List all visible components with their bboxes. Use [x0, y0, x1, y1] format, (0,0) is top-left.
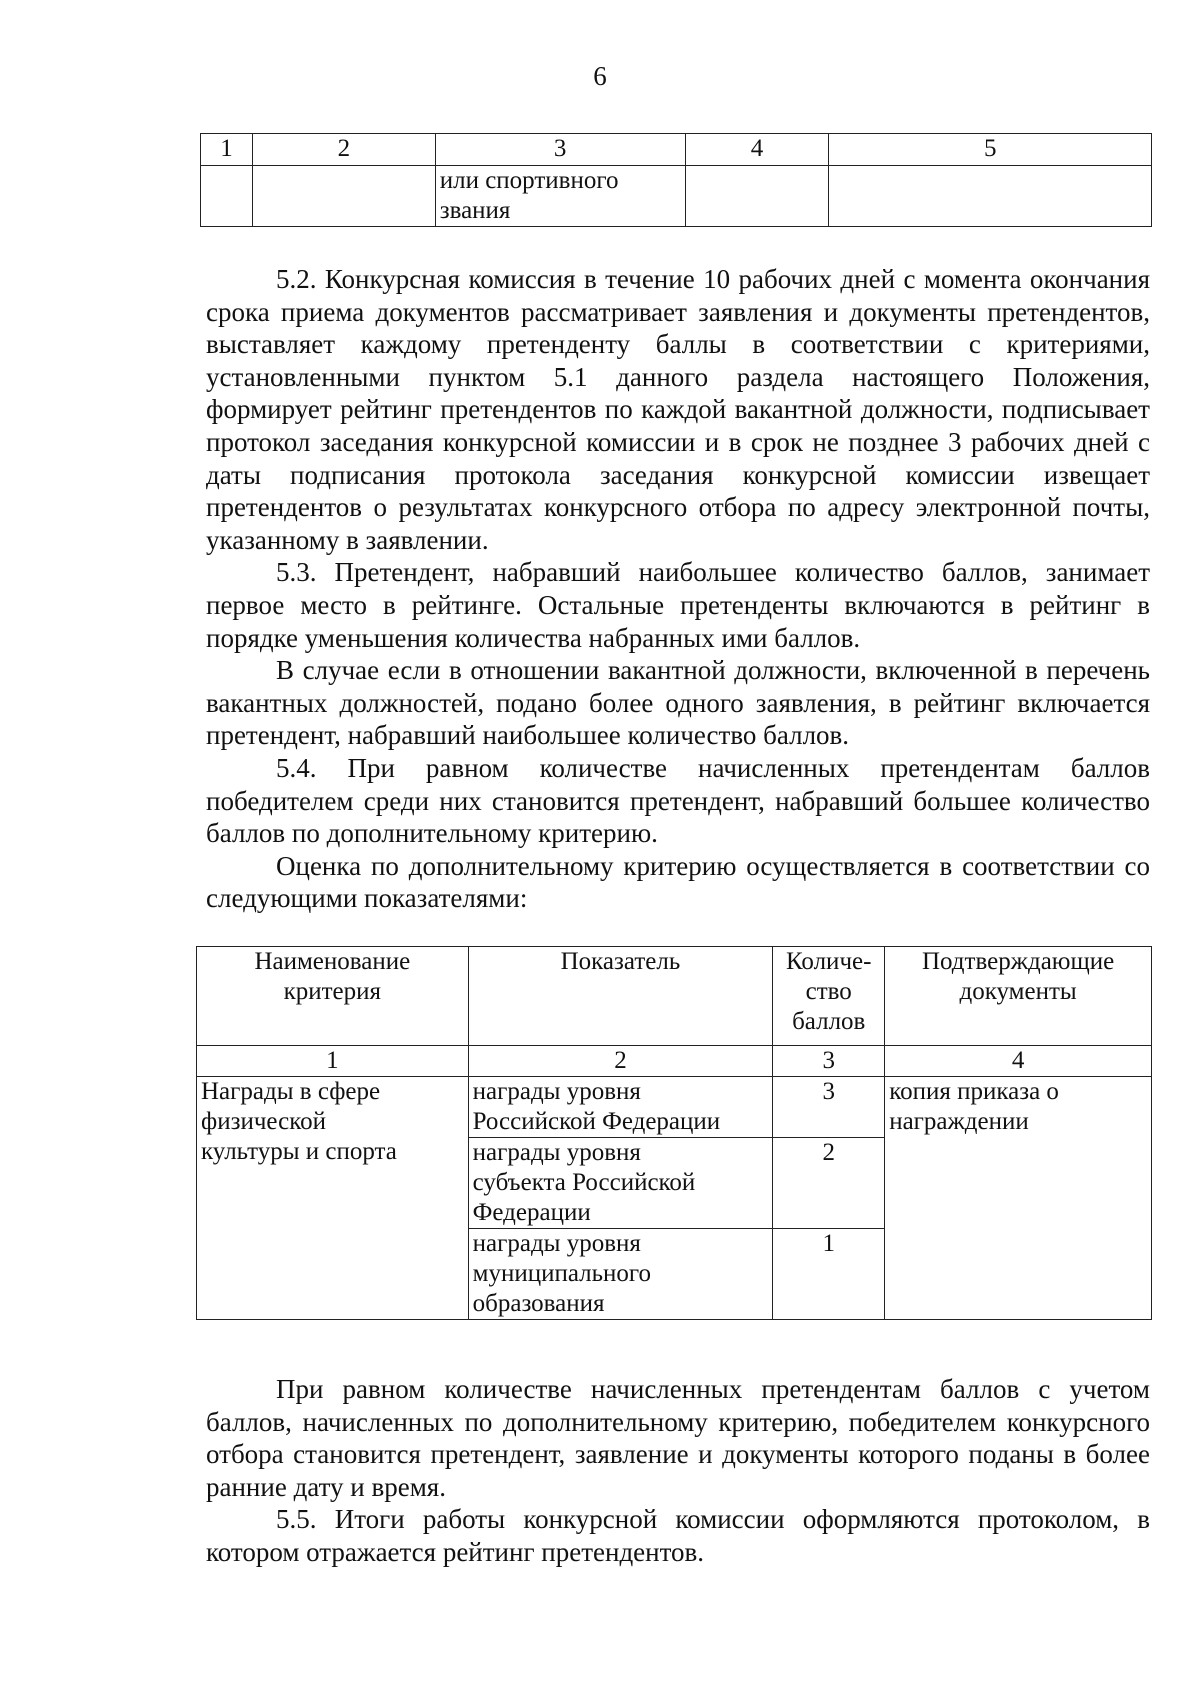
header-line: Показатель [560, 948, 681, 975]
paragraph-tie-rule: При равном количестве начисленных претендентам баллов с учетом баллов, начисленных по дополнительному критерию, победителем конкурсного отбора становится претендент, заявление и документы которого поданы в более ранние дату и время. [206, 1374, 1150, 1502]
points-cell: 2 [773, 1138, 885, 1229]
header-cell: 4 [685, 134, 829, 166]
body-text-before [206, 263, 1150, 915]
header-cell: 5 [829, 134, 1152, 166]
header-points [773, 947, 885, 1046]
cell-line: звания [439, 197, 511, 224]
paragraph-5-4: 5.4. При равном количестве начисленных претендентам баллов победителем среди них становится претендент, набравший большее количество баллов по дополнительному критерию. [206, 752, 1150, 849]
page-number: 6 [593, 61, 607, 91]
cell-line: награды уровня [472, 1078, 641, 1105]
header-criterion [197, 947, 469, 1046]
cell-line: муниципального [472, 1260, 652, 1287]
table-cell [201, 166, 253, 227]
cell-line: физической [201, 1108, 326, 1135]
points-cell: 3 [773, 1077, 885, 1138]
cell-line: субъекта Российской [472, 1169, 696, 1196]
header-line: ство [805, 978, 852, 1005]
table-cell [685, 166, 829, 227]
cell-line: образования [472, 1290, 605, 1317]
paragraph-5-5: 5.5. Итоги работы конкурсной комиссии оформляются протоколом, в котором отражается рейтинг претендентов. [206, 1504, 1150, 1567]
points-cell: 1 [773, 1229, 885, 1320]
column-number: 1 [197, 1046, 469, 1077]
documents-cell [885, 1077, 1152, 1320]
column-number-row [197, 1046, 1152, 1077]
continuation-table [200, 133, 1152, 227]
column-number: 4 [885, 1046, 1152, 1077]
header-cell: 2 [252, 134, 435, 166]
cell-line: Федерации [472, 1199, 591, 1226]
body-text-after [206, 1373, 1150, 1569]
paragraph-5-4-assessment: Оценка по дополнительному критерию осуществляется в соответствии со следующими показателями: [206, 850, 1150, 914]
table-cell [829, 166, 1152, 227]
indicator-cell [468, 1138, 773, 1229]
header-line: критерия [283, 978, 382, 1005]
cell-line: Российской Федерации [472, 1108, 721, 1135]
table-cell [252, 166, 435, 227]
criteria-table [196, 946, 1152, 1320]
header-cell: 1 [201, 134, 253, 166]
indicator-cell [468, 1077, 773, 1138]
table-header-row [197, 947, 1152, 1046]
header-documents [885, 947, 1152, 1046]
paragraph-5-3: 5.3. Претендент, набравший наибольшее количество баллов, занимает первое место в рейтинге. Остальные претенденты включаются в рейтинг в порядке уменьшения количества набранных ими баллов. [206, 557, 1150, 653]
paragraph-5-3-case: В случае если в отношении вакантной должности, включенной в перечень вакантных должностей, подано более одного заявления, в рейтинг включается претендент, набравший наибольшее количество баллов. [206, 655, 1150, 751]
header-line: Наименование [254, 948, 411, 975]
header-line: документы [959, 978, 1077, 1005]
column-number: 2 [468, 1046, 773, 1077]
cell-line: награды уровня [472, 1139, 641, 1166]
criterion-cell [197, 1077, 469, 1320]
header-line: Количе- [785, 948, 872, 975]
paragraph-5-2: 5.2. Конкурсная комиссия в течение 10 рабочих дней с момента окончания срока приема документов рассматривает заявления и документы претендентов, выставляет каждому претенденту баллы в соответствии с критериями, установленными пунктом 5.1 данного раздела настоящего Положения, формирует рейтинг претендентов по каждой вакантной должности, подписывает протокол заседания конкурсной комиссии и в срок не позднее 3 рабочих дней с даты подписания протокола заседания конкурсной комиссии извещает претендентов о результатах конкурсного отбора по адресу электронной почты, указанному в заявлении. [206, 264, 1150, 555]
header-cell: 3 [435, 134, 685, 166]
cell-line: культуры и спорта [201, 1138, 397, 1165]
table-cell [435, 166, 685, 227]
cell-line: или спортивного [439, 167, 619, 194]
cell-line: награды уровня [472, 1230, 641, 1257]
table-header-row [201, 134, 1152, 166]
indicator-cell [468, 1229, 773, 1320]
column-number: 3 [773, 1046, 885, 1077]
table-row [201, 166, 1152, 227]
header-indicator [468, 947, 773, 1046]
cell-line: копия приказа о [889, 1078, 1059, 1105]
cell-line: награждении [889, 1108, 1029, 1135]
header-line: Подтверждающие [921, 948, 1115, 975]
header-line: баллов [792, 1008, 866, 1035]
table-row [197, 1077, 1152, 1138]
cell-line: Награды в сфере [201, 1078, 381, 1105]
